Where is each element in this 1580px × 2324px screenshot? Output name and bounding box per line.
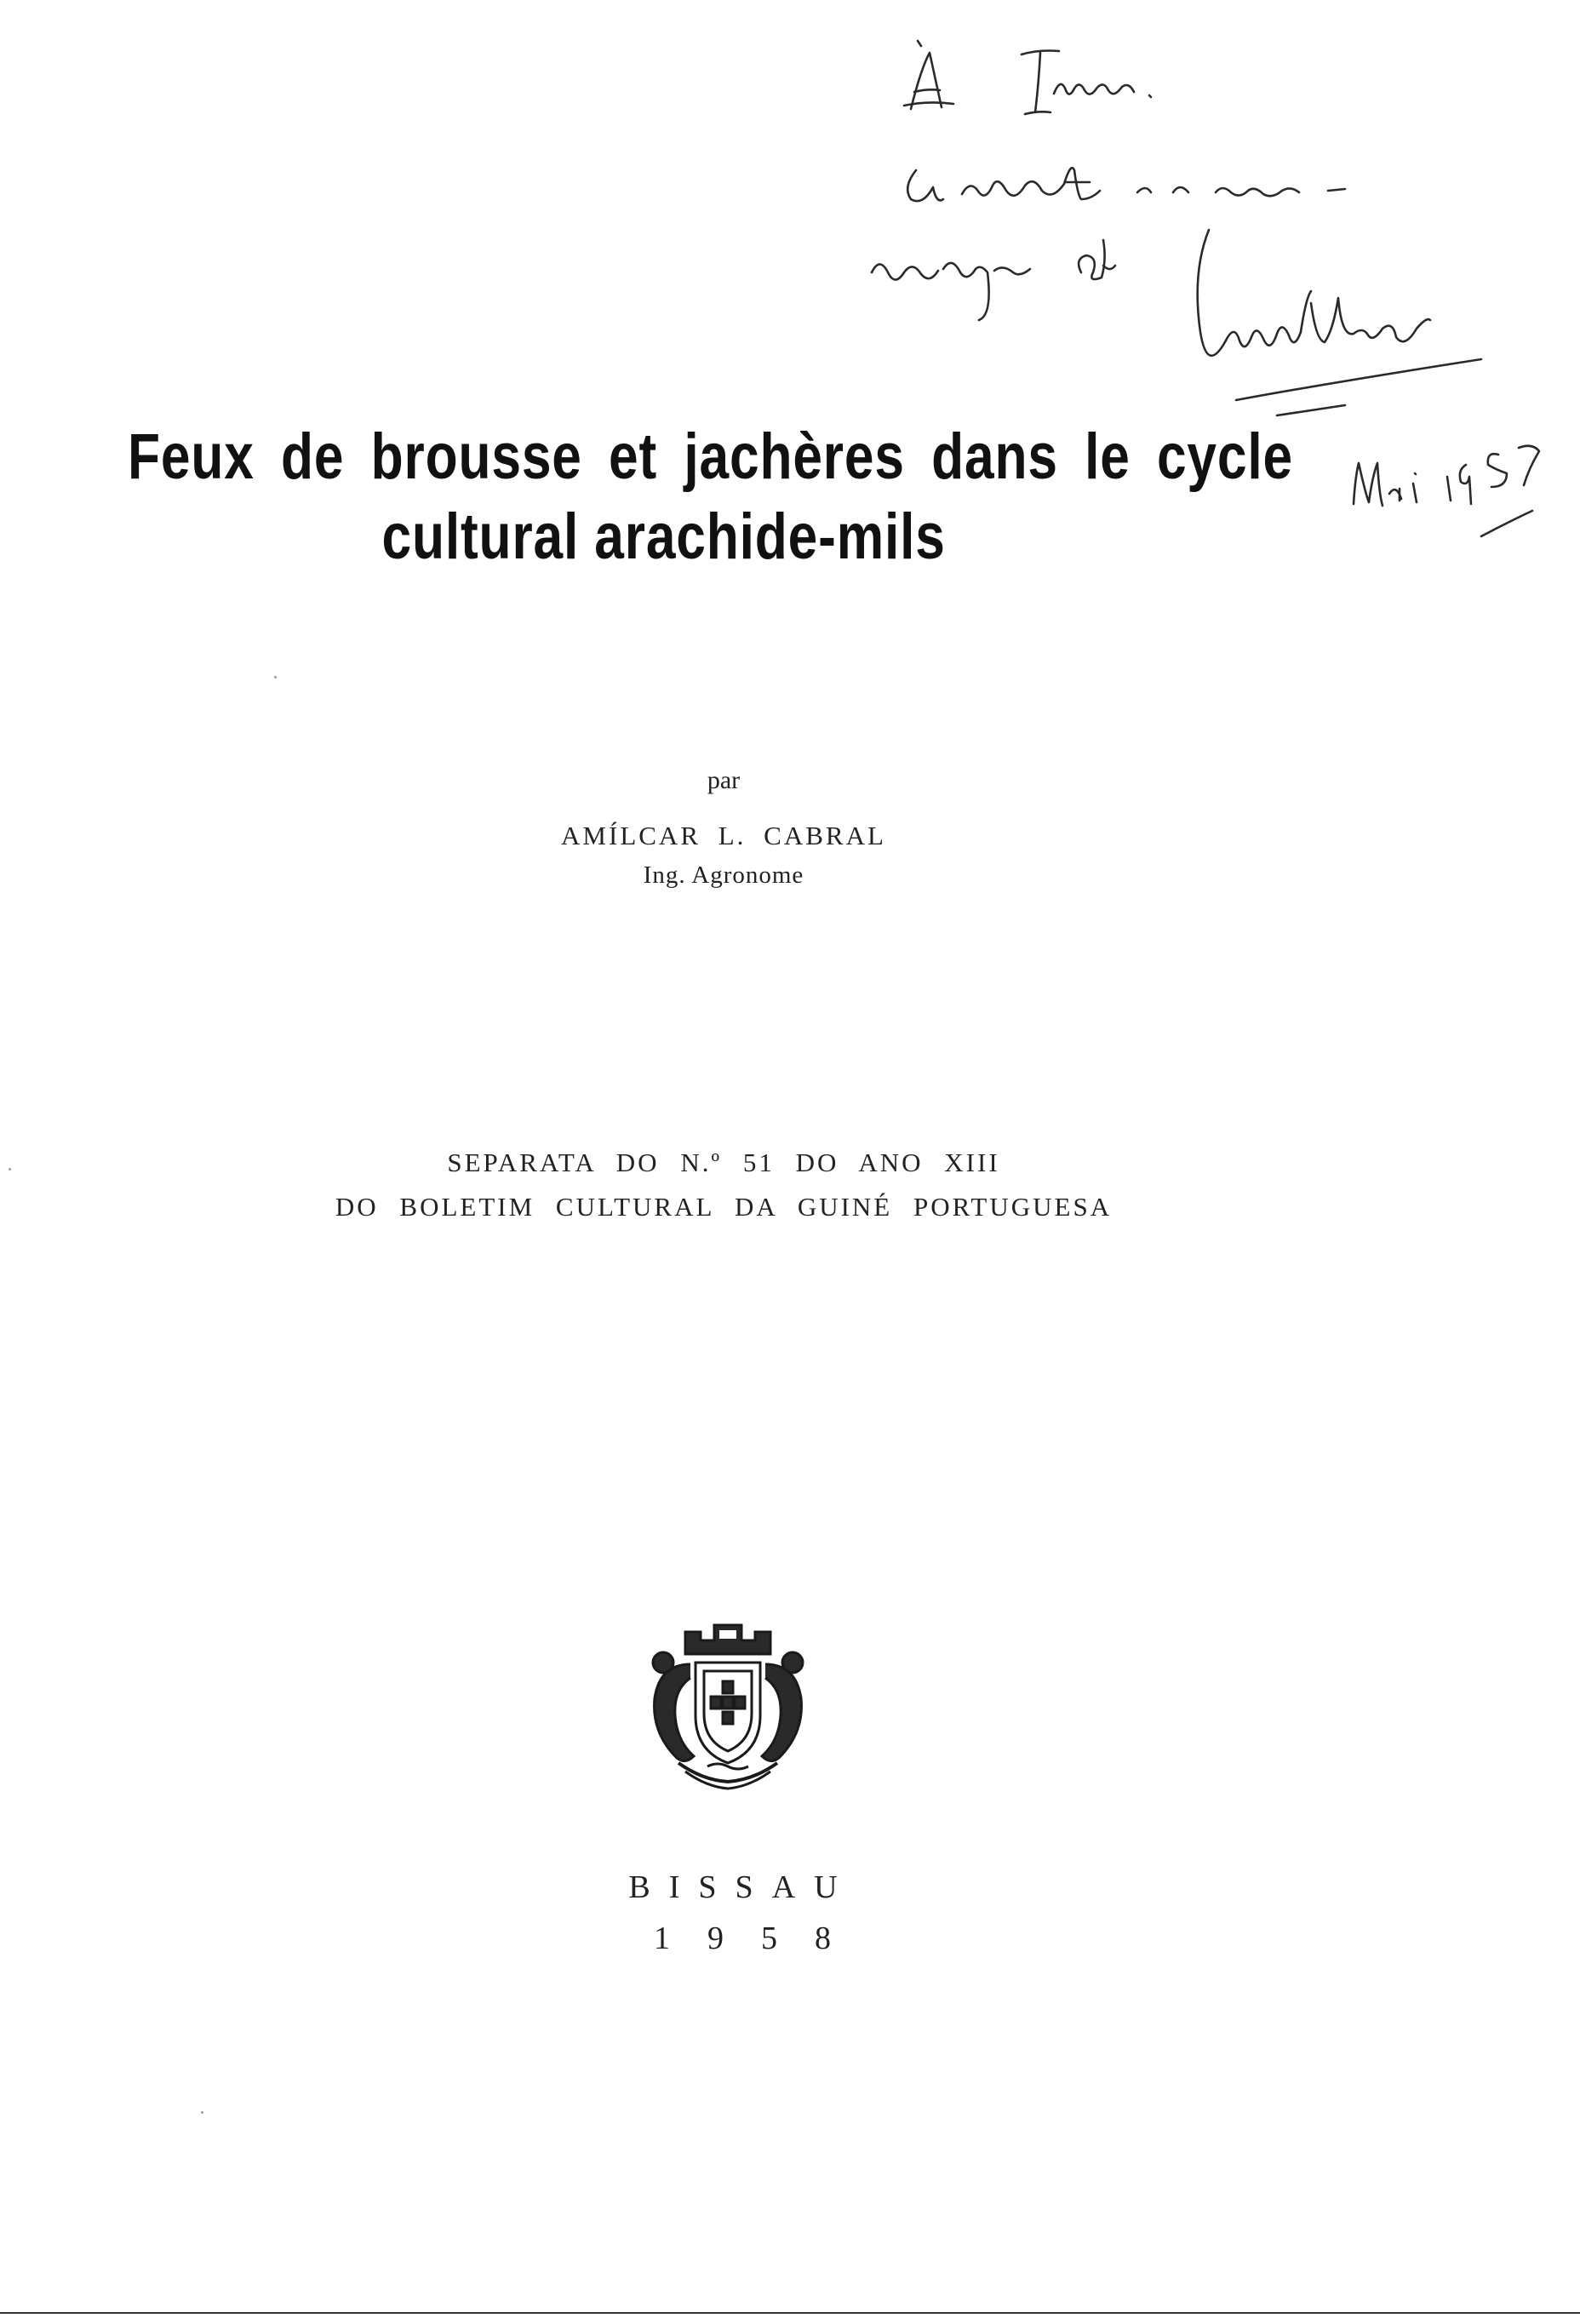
- coat-of-arms-icon: [634, 1613, 821, 1792]
- paper-speck: [201, 2111, 203, 2114]
- paper-speck: [274, 676, 277, 678]
- bottom-edge-rule: [0, 2312, 1580, 2314]
- author-role: Ing. Agronome: [643, 861, 804, 889]
- imprint-year: 1958: [654, 1920, 868, 1956]
- author-name: AMÍLCAR L. CABRAL: [561, 821, 886, 850]
- byline-label: par: [707, 766, 741, 794]
- paper-speck: [9, 1168, 11, 1171]
- separata-line-2: DO BOLETIM CULTURAL DA GUINÉ PORTUGUESA: [335, 1192, 1113, 1222]
- separata-note: [0, 1141, 1447, 1229]
- imprint-place: BISSAU: [628, 1869, 856, 1905]
- title-line-1: Feux de brousse et jachères dans le cycle: [128, 421, 1294, 493]
- title-line-2: cultural arachide-mils: [381, 501, 946, 573]
- separata-line-1: SEPARATA DO N.º 51 DO ANO XIII: [447, 1148, 1000, 1177]
- document-title: [128, 417, 1294, 577]
